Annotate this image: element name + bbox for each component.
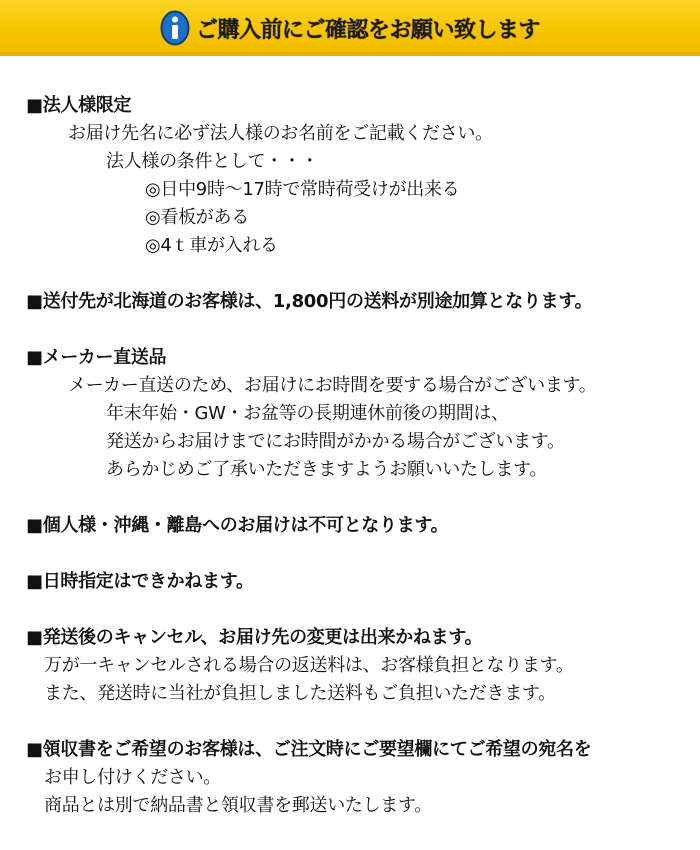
cancel-heading: ■発送後のキャンセル、お届け先の変更は出来かねます。	[26, 627, 483, 648]
corporate-condition-1: ◎日中9時〜17時で常時荷受けが出来る	[145, 179, 460, 200]
corporate-line-2: 法人様の条件として・・・	[106, 151, 319, 172]
corporate-heading: ■法人様限定	[26, 95, 132, 116]
direct-line-4: あらかじめご了承いただきますようお願いいたします。	[106, 459, 548, 480]
receipt-line-2: 商品とは別で納品書と領収書を郵送いたします。	[44, 795, 432, 816]
hokkaido-heading: ■送付先が北海道のお客様は、1,800円の送料が別途加算となります。	[26, 291, 593, 312]
info-icon	[160, 10, 190, 46]
corporate-line-1: お届け先名に必ず法人様のお名前をご記載ください。	[68, 123, 493, 144]
corporate-condition-2: ◎看板がある	[145, 207, 249, 228]
direct-line-1: メーカー直送のため、お届けにお時間を要する場合がございます。	[68, 375, 597, 396]
individual-heading: ■個人様・沖縄・離島へのお届けは不可となります。	[26, 515, 449, 536]
receipt-heading: ■領収書をご希望のお客様は、ご注文時にご要望欄にてご希望の宛名を	[26, 739, 592, 760]
corporate-condition-3: ◎4ｔ車が入れる	[145, 235, 278, 256]
direct-line-2: 年末年始・GW・お盆等の長期連休前後の期間は、	[106, 403, 509, 424]
cancel-line-2: また、発送時に当社が負担しました送料もご負担いただきます。	[44, 683, 556, 704]
header-banner	[0, 0, 700, 56]
header-content	[0, 10, 700, 46]
receipt-line-1: お申し付けください。	[44, 767, 221, 788]
direct-line-3: 発送からお届けまでにお時間がかかる場合がございます。	[106, 431, 565, 452]
cancel-line-1: 万が一キャンセルされる場合の返送料は、お客様負担となります。	[44, 655, 574, 676]
page-title: ご購入前にご確認をお願い致します	[195, 17, 540, 43]
date-heading: ■日時指定はできかねます。	[26, 571, 254, 592]
direct-heading: ■メーカー直送品	[26, 347, 167, 368]
